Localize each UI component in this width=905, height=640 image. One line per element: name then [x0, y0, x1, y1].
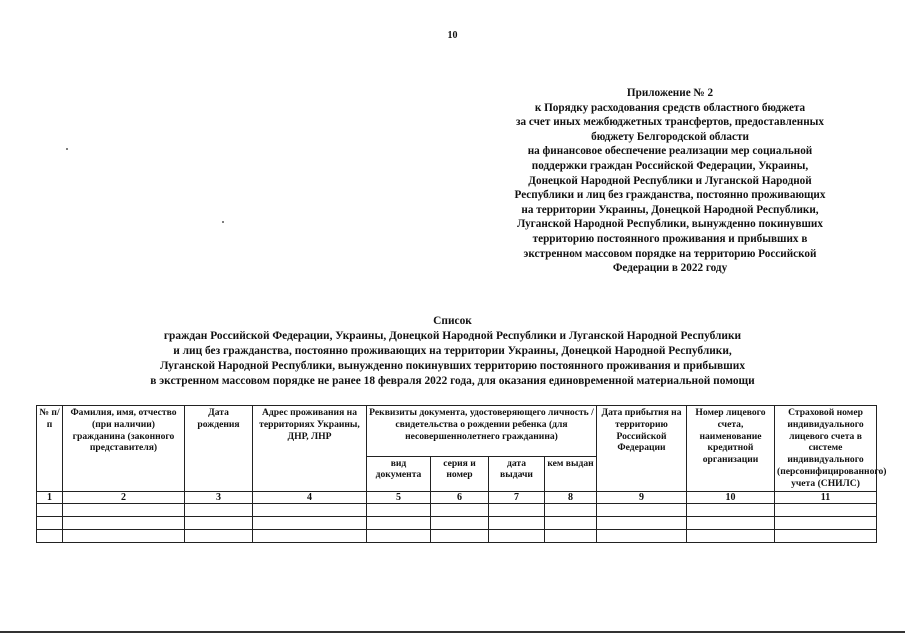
table-cell	[687, 530, 775, 543]
appendix-line: Луганской Народной Республики, вынужденно покинувших	[517, 218, 823, 231]
column-number-row	[37, 491, 877, 504]
table-cell	[687, 517, 775, 530]
table-cell	[185, 517, 253, 530]
table-cell	[253, 504, 367, 517]
column-number: 11	[775, 491, 877, 504]
table-cell	[367, 517, 431, 530]
appendix-line: Республики и лиц без гражданства, постоянно проживающих	[514, 189, 826, 202]
appendix-line: на территории Украины, Донецкой Народной Республики,	[521, 203, 819, 216]
appendix-line: поддержки граждан Российской Федерации, Украины,	[531, 159, 809, 172]
header-number: № п/п	[37, 406, 63, 492]
table-cell	[489, 504, 545, 517]
column-number: 5	[367, 491, 431, 504]
table-row	[37, 530, 877, 543]
table-cell	[545, 530, 597, 543]
header-address: Адрес проживания на территориях Украины, ДНР, ЛНР	[253, 406, 367, 492]
header-birth-date: Дата рождения	[185, 406, 253, 492]
table-cell	[253, 530, 367, 543]
list-title-line: и лиц без гражданства, постоянно проживающих на территории Украины, Донецкой Народной Республики,	[173, 345, 732, 357]
appendix-line: Федерации в 2022 году	[612, 262, 728, 275]
column-number: 2	[63, 491, 185, 504]
column-number: 10	[687, 491, 775, 504]
table-cell	[545, 504, 597, 517]
header-arrival-date: Дата прибытия на территорию Российской Федерации	[597, 406, 687, 492]
page-number: 10	[447, 30, 458, 41]
table-cell	[489, 517, 545, 530]
table-row	[37, 517, 877, 530]
column-number: 3	[185, 491, 253, 504]
header-account: Номер лицевого счета, наименование кредитной организации	[687, 406, 775, 492]
table-cell	[185, 504, 253, 517]
appendix-line: экстренном массовом порядке на территорию Российской	[523, 247, 817, 260]
scan-speck	[222, 221, 224, 223]
table-cell	[37, 530, 63, 543]
table-cell	[253, 517, 367, 530]
appendix-line: Приложение № 2	[626, 87, 714, 99]
table-cell	[431, 517, 489, 530]
table-cell	[687, 504, 775, 517]
table-cell	[597, 504, 687, 517]
column-number: 6	[431, 491, 489, 504]
column-number: 7	[489, 491, 545, 504]
list-title-line: Луганской Народной Республики, вынужденно покинувших территорию постоянного проживания и прибывших	[159, 360, 746, 372]
table-cell	[431, 530, 489, 543]
header-snils: Страховой номер индивидуального лицевого счета в системе индивидуального (персонифицированного) учета (СНИЛС)	[775, 406, 877, 492]
appendix-line: Донецкой Народной Республики и Луганской Народной	[528, 174, 812, 187]
table-cell	[775, 517, 877, 530]
table-cell	[37, 517, 63, 530]
column-number: 4	[253, 491, 367, 504]
table-cell	[775, 504, 877, 517]
header-doc-series: серия и номер	[431, 456, 489, 491]
table-cell	[367, 530, 431, 543]
list-title	[0, 314, 905, 389]
appendix-line: на финансовое обеспечение реализации мер социальной	[527, 145, 813, 158]
header-doc-issuer: кем выдан	[545, 456, 597, 491]
header-full-name: Фамилия, имя, отчество (при наличии) гражданина (законного представителя)	[63, 406, 185, 492]
table-cell	[367, 504, 431, 517]
table-cell	[431, 504, 489, 517]
table-cell	[597, 517, 687, 530]
list-heading: Список	[433, 315, 472, 327]
table-cell	[775, 530, 877, 543]
list-title-line: граждан Российской Федерации, Украины, Донецкой Народной Республики и Луганской Народной Республики	[163, 330, 742, 342]
table-cell	[63, 517, 185, 530]
table-cell	[63, 504, 185, 517]
column-number: 1	[37, 491, 63, 504]
column-number: 8	[545, 491, 597, 504]
table-cell	[185, 530, 253, 543]
citizens-table	[36, 405, 887, 543]
appendix-line: территорию постоянного проживания и прибывших в	[532, 232, 808, 245]
table-cell	[63, 530, 185, 543]
appendix-line: к Порядку расходования средств областного бюджета	[534, 101, 806, 114]
scan-speck	[66, 148, 68, 150]
column-number: 9	[597, 491, 687, 504]
table-row	[37, 504, 877, 517]
table-cell	[489, 530, 545, 543]
table-cell	[37, 504, 63, 517]
table-cell	[597, 530, 687, 543]
header-doc-type: вид документа	[367, 456, 431, 491]
header-document-group: Реквизиты документа, удостоверяющего личность / свидетельства о рождении ребенка (для несовершеннолетнего гражданина)	[367, 406, 597, 457]
header-doc-date: дата выдачи	[489, 456, 545, 491]
appendix-block	[470, 86, 870, 276]
appendix-line: за счет иных межбюджетных трансфертов, предоставленных	[516, 116, 824, 129]
bottom-rule	[0, 631, 905, 633]
appendix-line: бюджету Белгородской области	[591, 130, 749, 143]
table-cell	[545, 517, 597, 530]
list-title-line: в экстренном массовом порядке не ранее 18 февраля 2022 года, для оказания единовременной материальной помощи	[150, 375, 755, 387]
